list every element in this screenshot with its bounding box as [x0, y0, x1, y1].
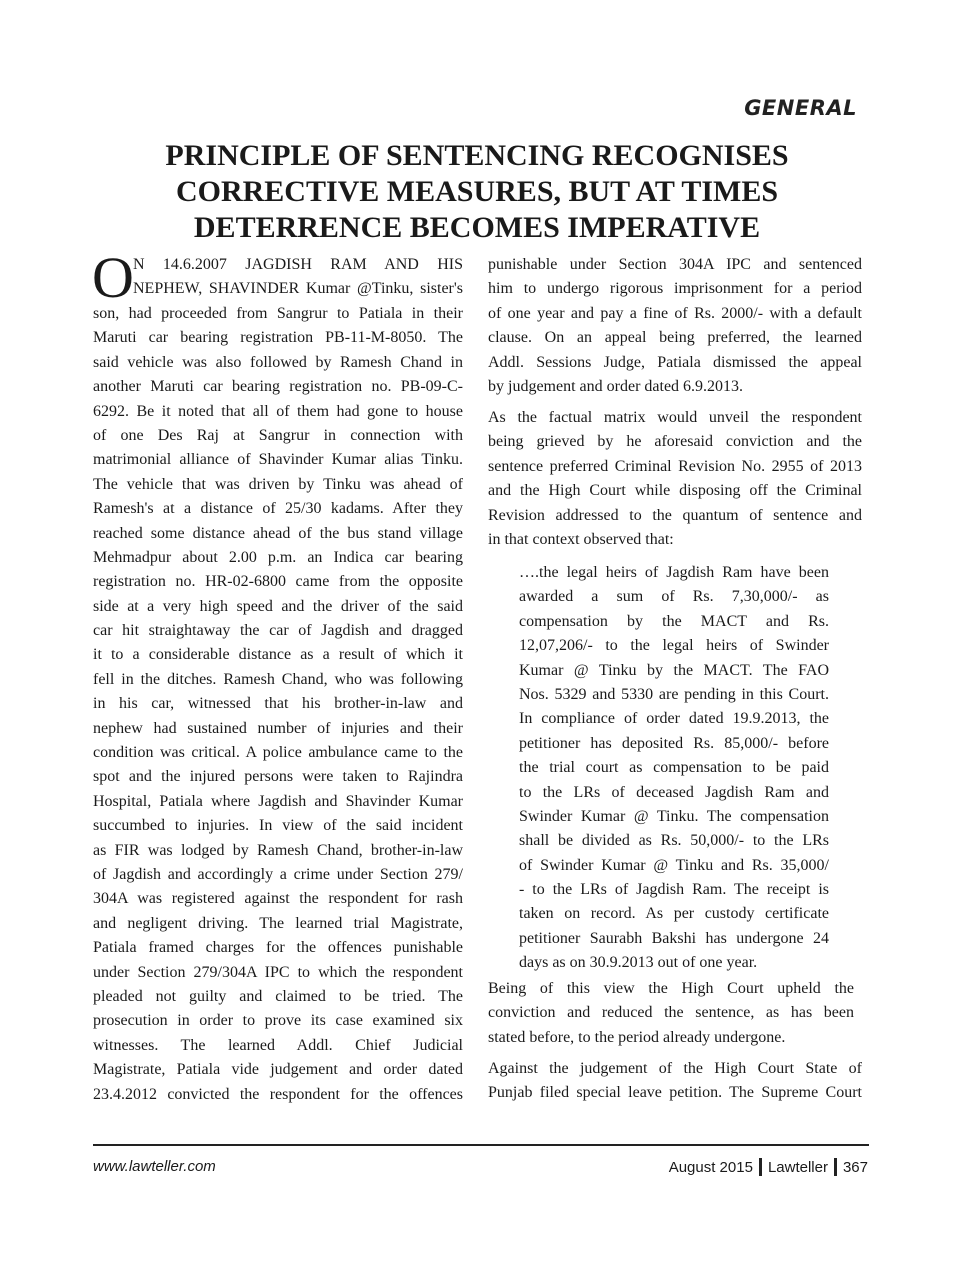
- text-line: as FIR was lodged by Ramesh Chand, brother-in-law: [93, 841, 463, 859]
- text-line: conviction and reduced the sentence, as has been: [488, 1004, 854, 1022]
- left-column-intro: [133, 253, 463, 302]
- text-line: petitioner Saurabh Bakshi has undergone 24: [519, 929, 829, 947]
- text-line: clause. On an appeal being preferred, the learned: [488, 329, 862, 347]
- section-label: GENERAL: [744, 96, 857, 120]
- text-line: 12,07,206/- to the legal heirs of Swinder: [519, 637, 829, 655]
- text-line: Swinder Kumar @ Tinku. The compensation: [519, 807, 829, 825]
- text-line: matrimonial alliance of Shavinder Kumar alias Tinku.: [93, 451, 463, 469]
- issue-date: August 2015: [668, 1158, 753, 1176]
- text-line: to the LRs of deceased Jagdish Ram and: [519, 783, 829, 801]
- text-line: Against the judgement of the High Court State of: [488, 1060, 862, 1077]
- title-line: PRINCIPLE OF SENTENCING RECOGNISES: [165, 139, 789, 172]
- text-line: In compliance of order dated 19.9.2013, the: [519, 710, 829, 728]
- text-line: of Swinder Kumar @ Tinku and Rs. 35,000/: [519, 856, 829, 874]
- text-line: punishable under Section 304A IPC and sentenced: [488, 256, 862, 273]
- text-line: and the High Court while disposing off the Criminal: [488, 482, 862, 500]
- text-line: the trial court as compensation to be paid: [519, 759, 829, 777]
- article-title: [80, 138, 874, 246]
- right-paragraph: [488, 406, 862, 552]
- text-line: prosecution in order to prove its case examined six: [93, 1012, 463, 1030]
- footer-divider: [93, 1144, 869, 1146]
- text-line: As the factual matrix would unveil the respondent: [488, 409, 862, 426]
- block-quote: [519, 561, 829, 976]
- text-line: Mehmadpur about 2.00 p.m. an Indica car bearing: [93, 548, 463, 566]
- text-line: succumbed to injuries. In view of the said incident: [93, 817, 463, 835]
- text-line: shall be divided as Rs. 50,000/- to the LRs: [519, 832, 829, 850]
- text-line: condition was critical. A police ambulance came to the: [93, 744, 463, 762]
- drop-cap: O: [92, 245, 134, 310]
- text-line: taken on record. As per custody certificate: [519, 905, 829, 923]
- separator: [759, 1158, 762, 1176]
- text-line: being grieved by he aforesaid conviction and the: [488, 433, 862, 451]
- text-line: stated before, to the period already undergone.: [488, 1028, 786, 1046]
- text-line: nephew had sustained number of injuries and their: [93, 719, 463, 737]
- text-line: witnesses. The learned Addl. Chief Judicial: [93, 1036, 463, 1054]
- right-paragraph: [488, 977, 854, 1050]
- text-line: compensation by the MACT and Rs.: [519, 612, 829, 630]
- text-line: The vehicle that was driven by Tinku was ahead of: [93, 475, 463, 493]
- text-line: NEPHEW, SHAVINDER Kumar @Tinku, sister's: [133, 280, 463, 298]
- text-line: Addl. Sessions Judge, Patiala dismissed the appeal: [488, 353, 862, 371]
- text-line: ….the legal heirs of Jagdish Ram have been: [519, 564, 829, 581]
- text-line: petitioner has deposited Rs. 85,000/- before: [519, 734, 829, 752]
- page-number: 367: [842, 1158, 868, 1176]
- text-line: spot and the injured persons were taken to Rajindra: [93, 768, 463, 786]
- text-line: him to undergo rigorous imprisonment for a period: [488, 280, 862, 298]
- text-line: Nos. 5329 and 5330 are pending in this Court.: [519, 685, 829, 703]
- text-line: N 14.6.2007 JAGDISH RAM AND HIS: [133, 256, 463, 273]
- right-paragraph: [488, 253, 862, 399]
- text-line: reached some distance ahead of the bus stand village: [93, 524, 463, 542]
- title-line: CORRECTIVE MEASURES, BUT AT TIMES: [175, 175, 779, 208]
- separator: [834, 1158, 837, 1176]
- right-paragraph: [488, 1057, 862, 1106]
- text-line: of one Des Raj at Sangrur in connection with: [93, 426, 463, 444]
- text-line: it to a considerable distance as a result of which it: [93, 646, 463, 664]
- text-line: 304A was registered against the respondent for rash: [93, 890, 463, 908]
- text-line: Hospital, Patiala where Jagdish and Shavinder Kumar: [93, 792, 463, 810]
- text-line: Magistrate, Patiala vide judgement and order dated: [93, 1061, 463, 1079]
- text-line: pleaded not guilty and claimed to be tried. The: [93, 987, 463, 1005]
- text-line: son, had proceeded from Sangrur to Patiala in their: [93, 305, 463, 322]
- text-line: said vehicle was also followed by Ramesh Chand in: [93, 353, 463, 371]
- text-line: 6292. Be it noted that all of them had gone to house: [93, 402, 463, 420]
- text-line: Revision addressed to the quantum of sentence and: [488, 506, 862, 524]
- text-line: Being of this view the High Court upheld the: [488, 980, 854, 997]
- text-line: fell in the ditches. Ramesh Chand, who was following: [93, 670, 463, 688]
- text-line: car hit straightaway the car of Jagdish and dragged: [93, 622, 463, 640]
- text-line: sentence preferred Criminal Revision No. 2955 of 2013: [488, 457, 862, 475]
- title-line: DETERRENCE BECOMES IMPERATIVE: [193, 211, 761, 244]
- footer-meta: [669, 1158, 868, 1176]
- left-column-body: [93, 302, 463, 1107]
- text-line: Punjab filed special leave petition. The Supreme Court: [488, 1084, 862, 1102]
- text-line: Patiala framed charges for the offences punishable: [93, 939, 463, 957]
- text-line: and negligent driving. The learned trial Magistrate,: [93, 914, 463, 932]
- text-line: - to the LRs of Jagdish Ram. The receipt is: [519, 881, 829, 899]
- text-line: Kumar @ Tinku by the MACT. The FAO: [519, 661, 829, 679]
- text-line: awarded a sum of Rs. 7,30,000/- as: [519, 588, 829, 606]
- text-line: of Jagdish and accordingly a crime under Section 279/: [93, 865, 463, 883]
- footer-url[interactable]: www.lawteller.com: [93, 1158, 216, 1175]
- text-line: 23.4.2012 convicted the respondent for the offences: [93, 1085, 463, 1103]
- text-line: side at a very high speed and the driver of the said: [93, 597, 463, 615]
- text-line: under Section 279/304A IPC to which the respondent: [93, 963, 463, 981]
- publication-name: Lawteller: [767, 1158, 828, 1176]
- text-line: in that context observed that:: [488, 530, 674, 548]
- text-line: days as on 30.9.2013 out of one year.: [519, 954, 758, 972]
- text-line: Ramesh's at a distance of 25/30 kadams. After they: [93, 500, 463, 518]
- text-line: registration no. HR-02-6800 came from the opposite: [93, 573, 463, 591]
- text-line: by judgement and order dated 6.9.2013.: [488, 377, 744, 395]
- text-line: of one year and pay a fine of Rs. 2000/- with a default: [488, 304, 862, 322]
- text-line: in his car, witnessed that his brother-in-law and: [93, 695, 463, 713]
- text-line: another Maruti car bearing registration no. PB-09-C-: [93, 378, 463, 396]
- text-line: Maruti car bearing registration PB-11-M-8050. The: [93, 329, 463, 347]
